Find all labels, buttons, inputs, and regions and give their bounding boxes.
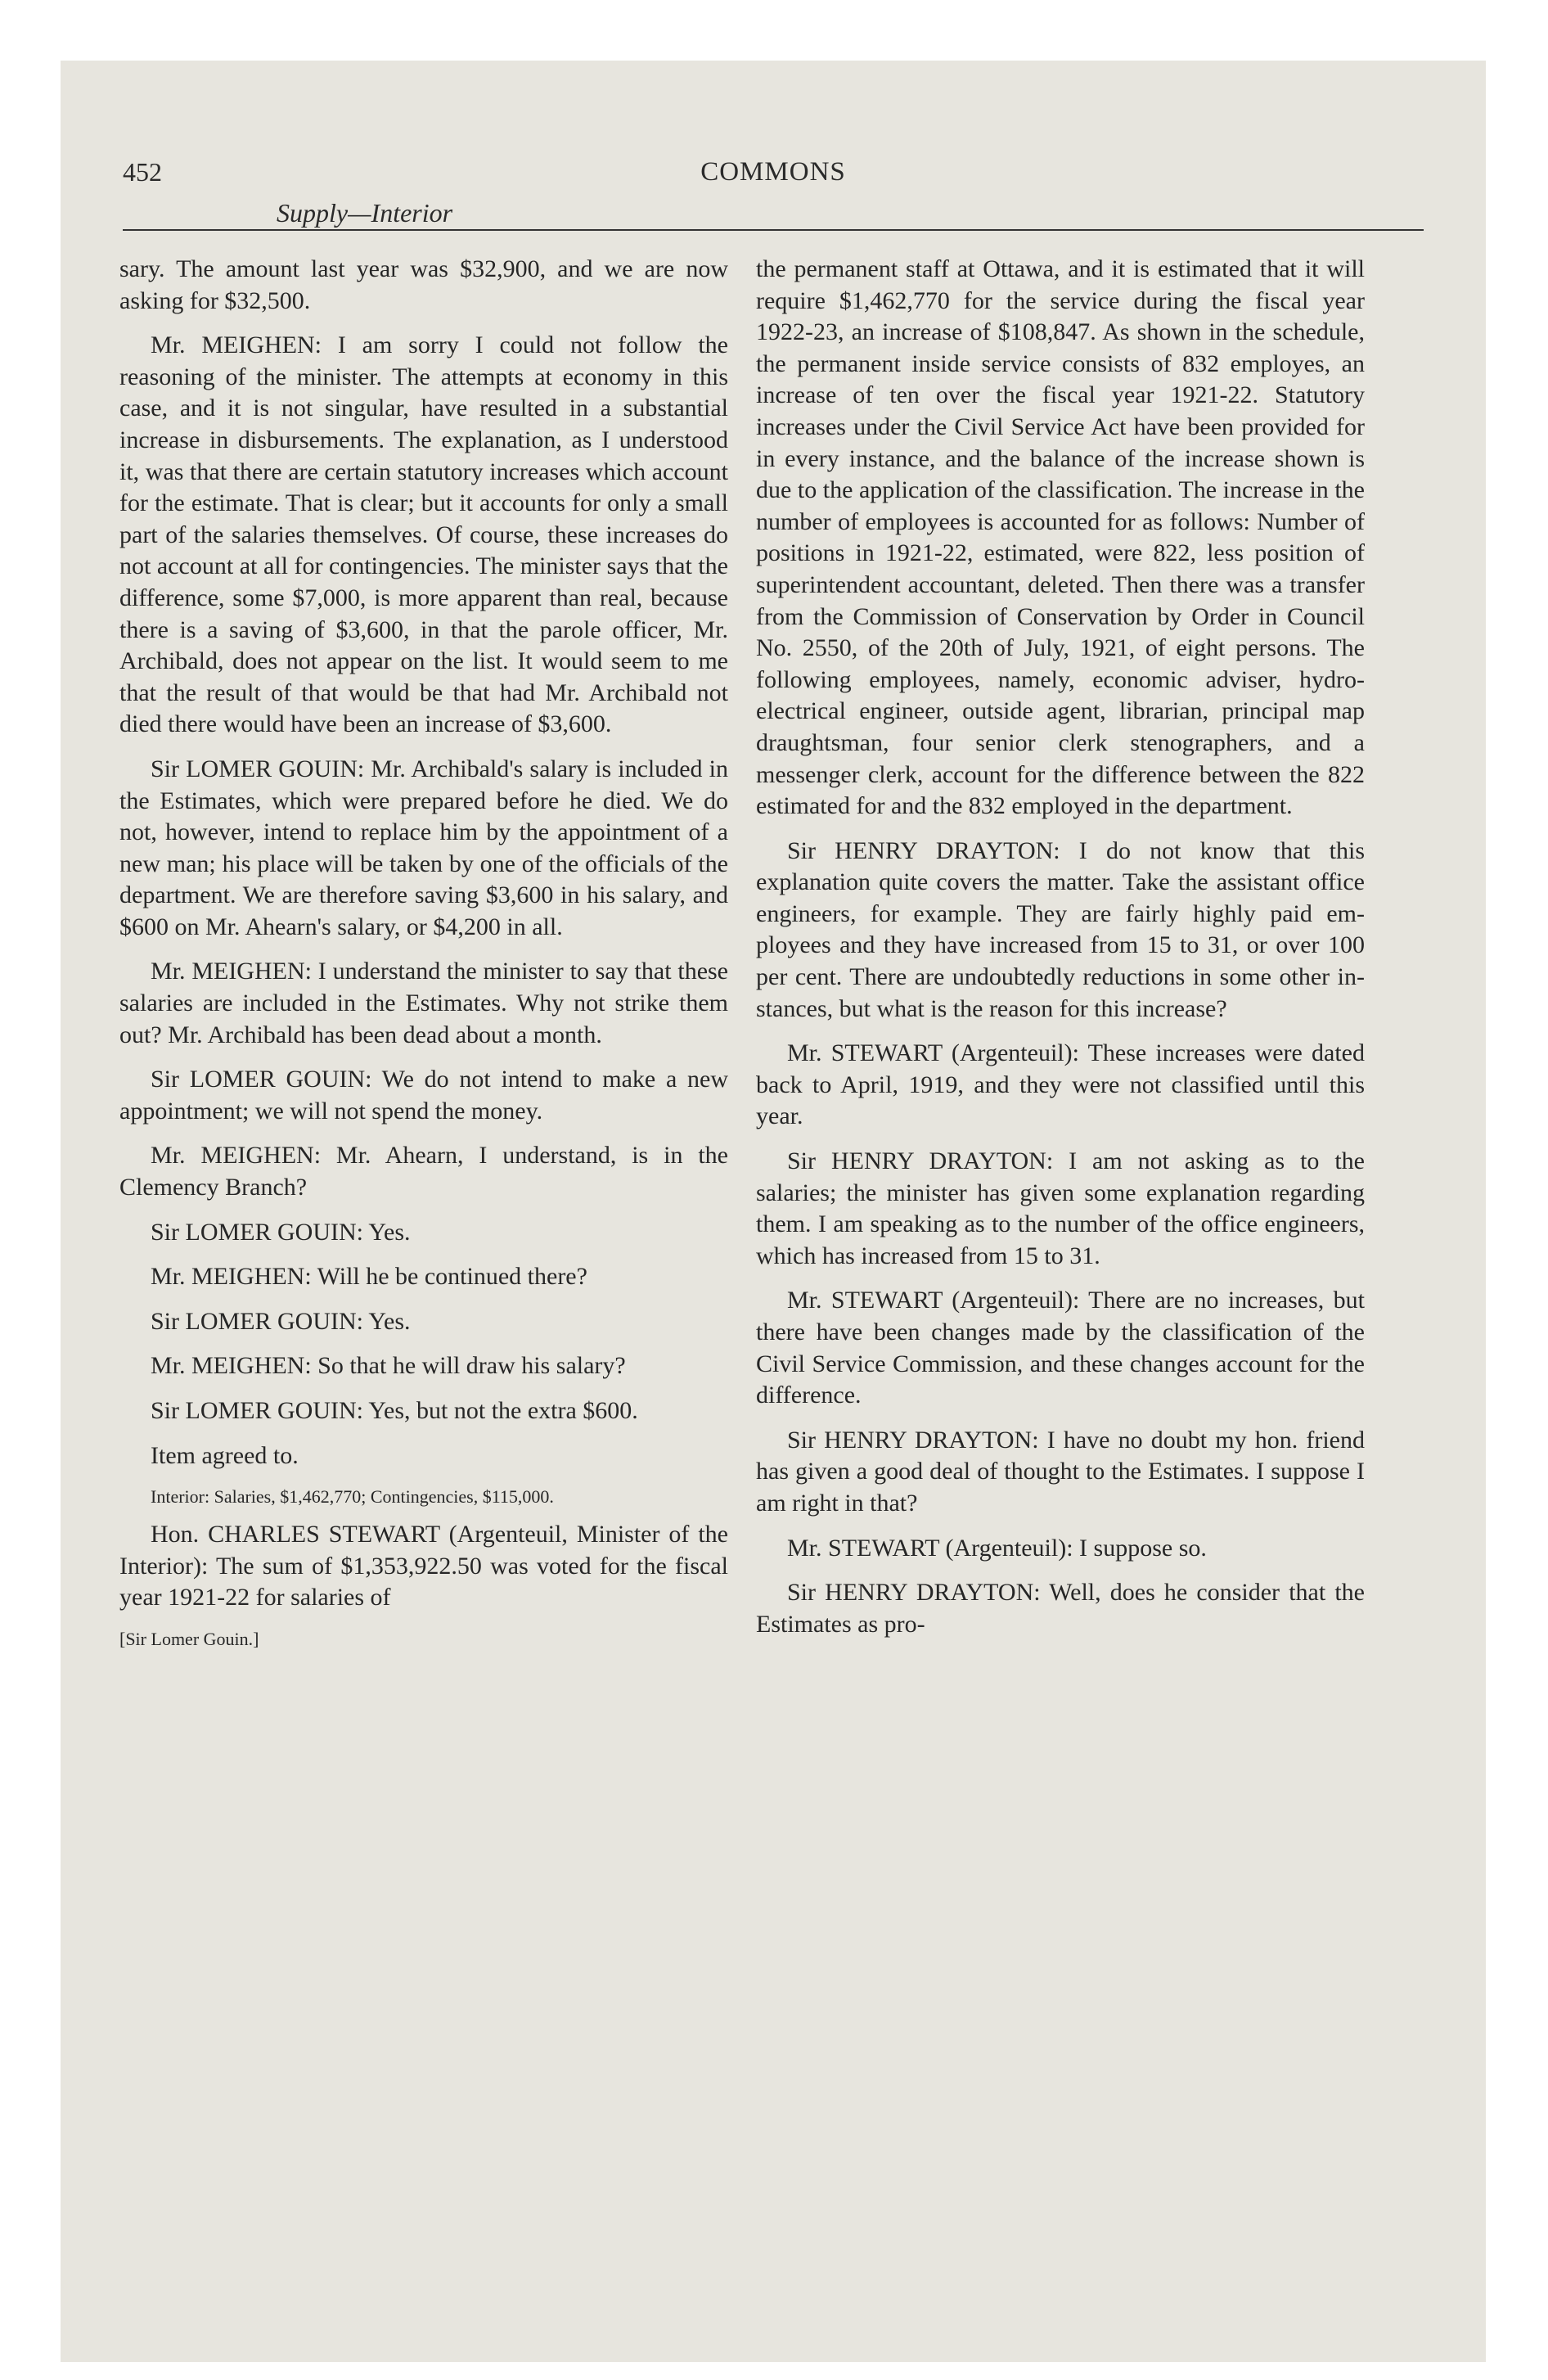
running-title: COMMONS xyxy=(700,157,846,187)
paragraph: Sir HENRY DRAYTON: I have no doubt my hon. friend has given a good deal of thought to the Estimates. I suppose I am right in that? xyxy=(756,1426,1365,1517)
right-column xyxy=(756,254,1365,1653)
paragraph: Mr. MEIGHEN: So that he will draw his salary? xyxy=(151,1352,626,1380)
paragraph: Sir LOMER GOUIN: Yes. xyxy=(151,1218,411,1246)
paragraph: Mr. MEIGHEN: I understand the minister to say that these salaries are included in the Estimates. Why not strike them out? Mr. Archibald has been dead about a month. xyxy=(119,958,728,1048)
scanned-page xyxy=(61,61,1486,2362)
paragraph: Sir LOMER GOUIN: Yes. xyxy=(151,1307,411,1335)
paragraph: Mr. STEWART (Argenteuil): There are no increases, but there have been changes made by the classification of the Civil Service Commission, and these changes account for the difference. xyxy=(756,1287,1365,1409)
paragraph: Sir HENRY DRAYTON: I am not asking as to the salaries; the minister has given some explanation regarding them. I am speaking as to the number of the office engineers, which has increased from 15 to 31. xyxy=(756,1147,1365,1269)
paragraph: Sir LOMER GOUIN: Yes, but not the extra $600. xyxy=(151,1397,638,1424)
paragraph: Mr. MEIGHEN: I am sorry I could not follow the reasoning of the minister. The attempts at economy in this case, and it is not singular, have resulted in a substantial increase in disbursements. The explanation, as I understood it, was that there are certain statutory increases which account for the estimate. That is clear; but it accounts for only a small part of the salaries themselves. Of course, these increases do not account at all for contingencies. The minister says that the difference, some $7,000, is more apparent than real, because there is a saving of $3,600, in that the parole officer, Mr. Archibald, does not appear on the list. It would seem to me that the result of that would be that had Mr. Archibald not died there would have been an increase of $3,600. xyxy=(119,331,728,738)
item-agreed: Item agreed to. xyxy=(151,1441,299,1469)
estimate-item: Interior: Salaries, $1,462,770; Contingencies, $115,000. xyxy=(151,1486,554,1508)
paragraph: Mr. STEWART (Argenteuil): These increases were dated back to April, 1919, and they were not classified until this year. xyxy=(756,1039,1365,1130)
paragraph: the permanent staff at Ottawa, and it is estimated that it will require $1,462,770 for the service during the fiscal year 1922-23, an increase of $108,847. As shown in the schedule, the permanent inside service consists of 832 employes, an increase of ten over the fiscal year 1921-22. Statutory increases under the Civil Service Act have been provided for in every instance, and the balance of the increase shown is due to the application of the classification. The increase in the number of employees is accounted for as follows: Number of positions in 1921-22, estimated, were 822, less position of superintendent accountant, deleted. Then there was a transfer from the Commission of Conservation by Order in Council No. 2550, of the 20th of July, 1921, of eight persons. The following employees, namely, economic adviser, hydro-electrical engineer, outside agent, librarian, principal map draughtsman, four senior clerk stenographers, and a messenger clerk, account for the difference between the 822 estimated for and the 832 employed in the department. xyxy=(756,255,1365,820)
page-number: 452 xyxy=(123,157,162,187)
running-subtitle: Supply—Interior xyxy=(277,198,453,228)
header-rule xyxy=(123,229,1424,231)
paragraph: Sir HENRY DRAYTON: Well, does he consider that the Estimates as pro- xyxy=(756,1579,1365,1638)
paragraph: Sir LOMER GOUIN: Mr. Archibald's salary is included in the Estimates, which were prepared before he died. We do not, however, intend to replace him by the appointment of a new man; his place will be taken by one of the officials of the department. We are therefore saving $3,600 in his salary, and $600 on Mr. Ahearn's salary, or $4,200 in all. xyxy=(119,755,728,940)
paragraph: Mr. MEIGHEN: Mr. Ahearn, I understand, is in the Clemency Branch? xyxy=(119,1142,728,1201)
paragraph: Mr. MEIGHEN: Will he be continued there? xyxy=(151,1263,587,1291)
paragraph: sary. The amount last year was $32,900, and we are now asking for $32,500. xyxy=(119,255,728,314)
speaker-footer: [Sir Lomer Gouin.] xyxy=(119,1628,259,1649)
paragraph: Sir HENRY DRAYTON: I do not know that this explanation quite covers the matter. Take the assistant office engineers, for example. They are fairly highly paid employees and they have increased from 15 to 31, or over 100 per cent. There are undoubtedly reductions in some other instances, but what is the reason for this increase? xyxy=(756,836,1365,1022)
paragraph: Mr. STEWART (Argenteuil): I suppose so. xyxy=(787,1534,1207,1562)
paragraph: Hon. CHARLES STEWART (Argenteuil, Minister of the Interior): The sum of $1,353,922.50 was voted for the fiscal year 1921-22 for salaries of xyxy=(119,1521,728,1611)
left-column xyxy=(119,254,728,1665)
paragraph: Sir LOMER GOUIN: We do not intend to make a new appointment; we will not spend the money. xyxy=(119,1066,728,1125)
